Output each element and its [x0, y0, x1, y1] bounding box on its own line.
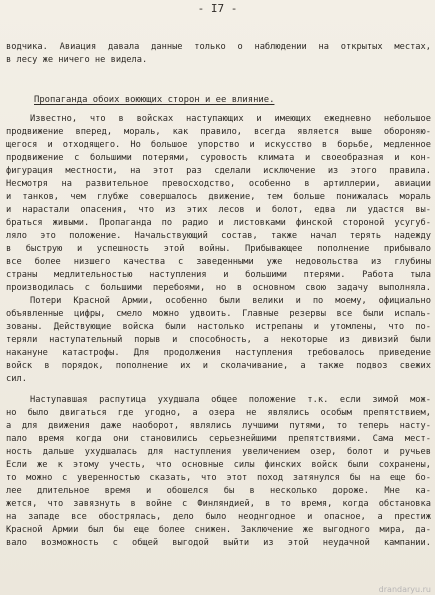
text-line: Несмотря на развительное превосходство, особенно в артиллерии, авиации: [6, 179, 431, 189]
text-line: лее длительное время и обошелся бы в несколько дороже. Мне ка-: [6, 486, 431, 496]
text-line: продвижение с большими потерями, суровость климата и своеобразная и кон-: [6, 153, 431, 163]
text-line: теряли наступательный порыв и способность, а некоторые из дивизий были: [6, 335, 431, 345]
text-line: пало время когда они становились серьезнейшими препятствиями. Сама мест-: [6, 434, 431, 444]
text-line: на западе все обострялась, дело было неоднгодное и опасное, а престиж: [6, 512, 431, 522]
text-line: зованы. Действующие войска были настолько истрепаны и утомлены, что по-: [6, 322, 431, 332]
text-line: объявленные цифры, смело можно удвоить. Главные резервы все были испаль-: [6, 309, 431, 319]
section-heading: Пропаганда обоих воюющих сторон и ее влияние.: [34, 95, 275, 105]
text-line: страны медлительностью наступления и большими птерями. Работа тыла: [6, 270, 431, 280]
text-line: продвижение вперед, мораль, как правило, всегда является выше обороняю-: [6, 127, 431, 137]
text-line: в лесу же ничего не видела.: [6, 55, 148, 65]
text-line: ляло это положение. Начальствующий состав, также начал терять надежду: [6, 231, 431, 241]
text-line: а для движения даже наоборот, являлись лучшими путями, то теперь насту-: [6, 421, 431, 431]
text-line: в быструю и успешность этой войны. Прибывающее пополнение прибывало: [6, 244, 431, 254]
text-line: сил.: [6, 374, 27, 384]
text-line: водчика. Авиация давала данные только о наблюдении на открытых местах,: [6, 42, 431, 52]
text-line: вало возможность с общей выгодой выйти из этой неудачной кампании.: [6, 538, 431, 548]
text-line: но было двигаться где угодно, а озера не являлись особым препятствием,: [6, 408, 431, 418]
text-line: Известно, что в войсках наступающих и имеющих ежедневно небольшое: [30, 114, 431, 124]
text-line: войск в порядок, пополнение их и сколачивание, а также подвоз свежих: [6, 361, 431, 371]
watermark: drandaryu.ru: [378, 585, 431, 594]
page-number: - I7 -: [197, 2, 238, 15]
text-line: и танков, чем глубже совершалось движение, тем больше понижалась мораль: [6, 192, 431, 202]
text-line: и нарастали опасения, что из этих лесов и болот, едва ли удастся вы-: [6, 205, 431, 215]
text-line: щегося и отходящего. Но большое упорство и искусство в борьбе, медленное: [6, 140, 431, 150]
text-line: фигурация местности, на этот раз сделали исключение из этого правила.: [6, 166, 431, 176]
text-line: производилась с большими перебоями, но в основном свою задачу выполняла.: [6, 283, 431, 293]
text-line: Наступавшая распутица ухудшала общее положение т.к. если зимой мож-: [30, 395, 431, 405]
text-line: накануне катастрофы. Для продолжения наступления требовалось приведение: [6, 348, 431, 358]
text-line: Потери Красной Армии, особенно были велики и по моему, официально: [30, 296, 431, 306]
text-line: Красной Армии был бы еще более снижен. Заключение же выгодного мира, да-: [6, 525, 431, 535]
text-line: ность дальше ухудшалась для наступления увеличением озер, болот и ручьев: [6, 447, 431, 457]
text-line: все более низшего качества с заведенными уже недовольства из глубины: [6, 257, 431, 267]
text-line: браться живыми. Пропаганда по радио и листовками финской стороной усугуб-: [6, 218, 431, 228]
text-line: то можно с уверенностью сказать, что этот поход затянулся бы на еще бо-: [6, 473, 431, 483]
text-line: Если же к этому учесть, что основные силы финских войск были сохранены,: [6, 460, 431, 470]
text-line: жется, что завязнуть в войне с Финляндией, в то время, когда обстановка: [6, 499, 431, 509]
